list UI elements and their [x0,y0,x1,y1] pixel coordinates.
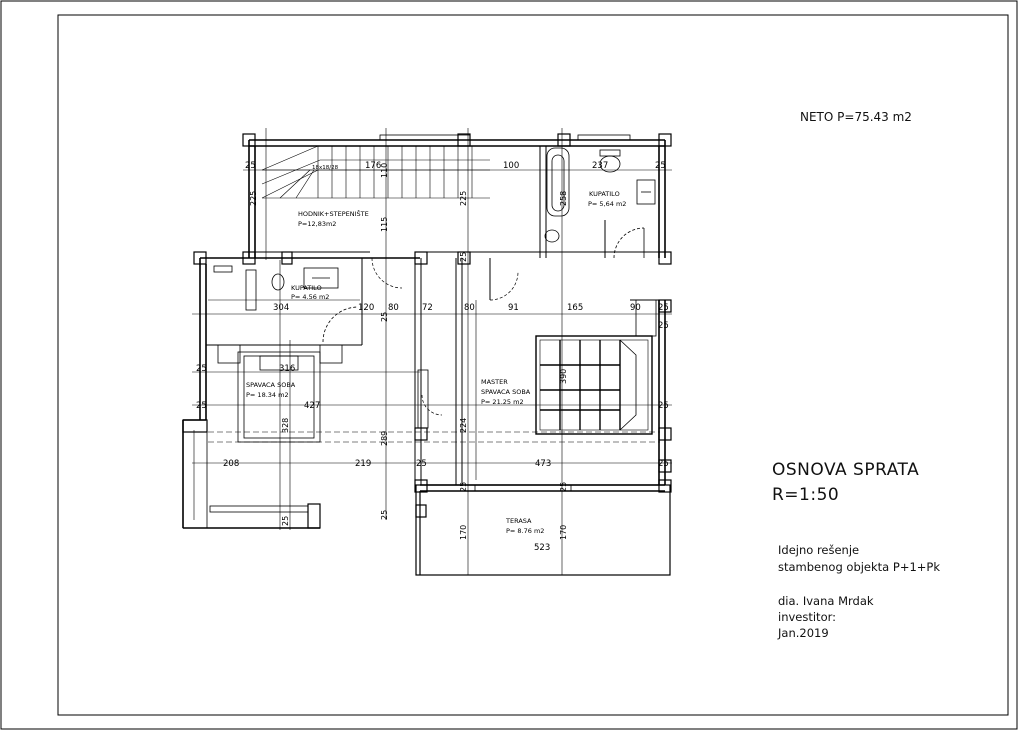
hodnik-area: P=12,83m2 [298,220,337,228]
dim-25-m: 25 [281,515,290,526]
terasa-area: P= 8.76 m2 [506,527,545,535]
kupatilo2-name: KUPATILO [291,284,322,292]
master-name-2: SPAVACA SOBA [481,388,531,396]
terasa-name: TERASA [506,517,532,525]
dim-176: 176 [365,161,382,171]
dim-25-h: 25 [416,459,427,469]
master-area: P= 21.25 m2 [481,398,524,406]
dim-427: 427 [304,401,321,411]
stairs-spec: 18x18/28 [312,165,339,171]
dim-72: 72 [422,303,433,313]
dim-25-a: 25 [245,161,256,171]
kupatilo-name: KUPATILO [589,190,620,198]
dim-25-l: 25 [380,509,389,520]
dim-100: 100 [503,161,520,171]
dim-304: 304 [273,303,290,313]
dim-225-b: 225 [459,190,468,206]
drawing-scale: R=1:50 [772,485,840,505]
master-name: MASTER [481,378,508,386]
dim-25-f: 25 [196,401,207,411]
hodnik-name: HODNIK+STEPENIŠTE [298,210,369,218]
dim-208: 208 [223,459,240,469]
description-line-1: Idejno rešenje [778,543,860,557]
dim-25-n: 25 [459,251,468,262]
dim-258: 258 [559,190,568,206]
dim-523: 523 [534,543,551,553]
dimension-labels [196,161,669,553]
room-labels [246,162,627,535]
dim-316: 316 [279,364,296,374]
dim-390: 390 [559,368,568,384]
description-line-2: stambenog objekta P+1+Pk [778,560,940,574]
kupatilo2-area: P= 4.56 m2 [291,293,330,301]
dim-165: 165 [567,303,584,313]
dim-224: 224 [459,417,468,433]
dim-25-c: 25 [658,303,669,313]
dim-225-a: 225 [249,190,258,206]
staircase [262,146,490,198]
dim-170-b: 170 [559,524,568,540]
dim-110: 110 [380,162,389,178]
dim-237: 237 [592,161,609,171]
dim-25-b: 25 [655,161,666,171]
dim-25-o: 25 [380,311,389,322]
dim-25-j: 25 [459,481,468,492]
investor-label: investitor: [778,610,837,624]
dimension-labels-vertical [249,163,568,540]
master-bed [536,300,656,434]
dim-25-d: 25 [658,321,669,331]
terrace [183,417,670,575]
author-label: dia. Ivana Mrdak [778,594,874,608]
dim-25-e: 25 [196,364,207,374]
dim-170-a: 170 [459,524,468,540]
bathroom-fixtures-lower [214,266,358,363]
dim-328: 328 [281,417,290,433]
dim-80-b: 80 [464,303,475,313]
dim-91: 91 [508,303,519,313]
dim-25-g: 25 [658,401,669,411]
dim-120: 120 [358,303,375,313]
date-label: Jan.2019 [778,626,829,640]
dim-473: 473 [535,459,552,469]
dim-115: 115 [380,216,389,232]
dim-90: 90 [630,303,641,313]
drawing-title: OSNOVA SPRATA [772,460,920,480]
spavaca-name: SPAVACA SOBA [246,381,296,389]
dim-25-k: 25 [559,481,568,492]
dim-289: 289 [380,430,389,446]
neto-area-label: NETO P=75.43 m2 [800,110,912,124]
dim-25-i: 25 [658,459,669,469]
dim-219: 219 [355,459,372,469]
dim-80-a: 80 [388,303,399,313]
spavaca-area: P= 18.34 m2 [246,391,289,399]
kupatilo-area: P= 5,64 m2 [588,200,627,208]
